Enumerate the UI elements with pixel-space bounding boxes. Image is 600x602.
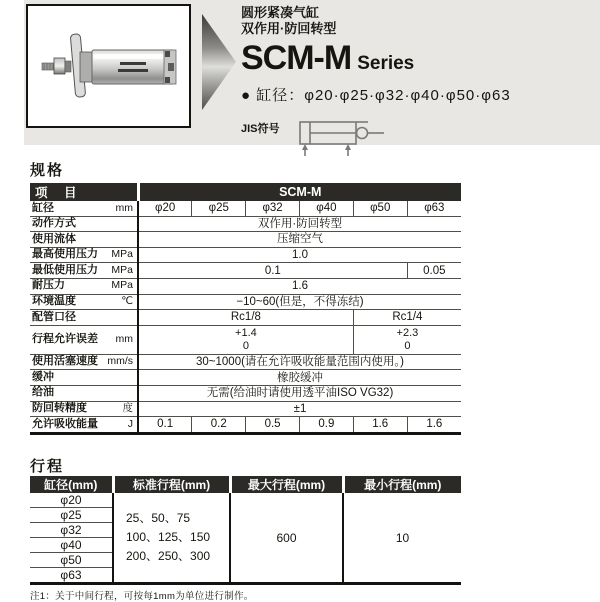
spec-value: 0.05 — [407, 263, 461, 279]
product-photo — [26, 4, 191, 128]
spec-value: +1.4 0 — [138, 325, 353, 354]
spec-value: Rc1/4 — [353, 310, 461, 326]
spec-header-item: 项 目 — [30, 183, 138, 201]
spec-value: φ32 — [246, 201, 300, 216]
spec-value: 无需(给油时请使用透平油ISO VG32) — [138, 385, 461, 401]
series-name: SCM-M — [241, 39, 352, 77]
jis-row — [241, 114, 597, 163]
spec-row — [30, 354, 461, 370]
series-title — [241, 39, 597, 78]
spec-row — [30, 294, 461, 310]
spec-item-label: 缓冲 — [30, 370, 138, 386]
spec-value: φ25 — [192, 201, 246, 216]
spec-row — [30, 370, 461, 386]
spec-item-label: 耐压力 MPa — [30, 278, 138, 294]
spec-item-label: 行程允许误差 mm — [30, 325, 138, 354]
stroke-row — [30, 493, 461, 508]
stroke-bore-value: φ50 — [30, 553, 113, 568]
spec-header-row — [30, 183, 461, 201]
standard-stroke-values: 25、50、75 100、125、150 200、250、300 — [113, 493, 230, 582]
spec-item-label: 允许吸收能量 J — [30, 417, 138, 434]
product-type-line2: 双作用·防回转型 — [241, 21, 337, 36]
title-block — [241, 5, 597, 163]
spec-value: 0.1 — [138, 417, 192, 434]
stroke-table — [30, 476, 461, 582]
spec-item-label: 给油 — [30, 385, 138, 401]
spec-item-label: 缸径 mm — [30, 201, 138, 216]
spec-value: 1.6 — [353, 417, 407, 434]
series-suffix: Series — [357, 53, 415, 74]
stroke-bore-value: φ40 — [30, 538, 113, 553]
jis-symbol-icon — [292, 114, 396, 163]
stroke-header-row — [30, 476, 461, 493]
spec-row — [30, 263, 461, 279]
spec-row — [30, 247, 461, 263]
spec-value: 0.1 — [138, 263, 407, 279]
max-stroke-value: 600 — [230, 493, 343, 582]
spec-row — [30, 417, 461, 434]
stroke-bore-value: φ25 — [30, 508, 113, 523]
spec-header-series: SCM-M — [138, 183, 461, 201]
spec-value: φ20 — [138, 201, 192, 216]
spec-item-label: 最高使用压力 MPa — [30, 247, 138, 263]
stroke-bore-value: φ20 — [30, 493, 113, 508]
spec-value: −10~60(但是，不得冻结) — [138, 294, 461, 310]
spec-value: φ50 — [353, 201, 407, 216]
bore-sizes-line: ● 缸径：φ20·φ25·φ32·φ40·φ50·φ63 — [241, 87, 511, 104]
spec-item-label: 使用活塞速度 mm/s — [30, 354, 138, 370]
spec-item-label: 配管口径 — [30, 310, 138, 326]
spec-row — [30, 278, 461, 294]
cylinder-illustration — [28, 6, 189, 126]
stroke-header-max: 最大行程(mm) — [230, 476, 343, 493]
stroke-table-wrap — [30, 476, 461, 585]
spec-item-label: 防回转精度 度 — [30, 401, 138, 417]
min-stroke-value: 10 — [395, 530, 410, 545]
stroke-bore-value: φ32 — [30, 523, 113, 538]
spec-value: 双作用·防回转型 — [138, 216, 461, 232]
spec-value: 0.5 — [246, 417, 300, 434]
jis-label: JIS符号 — [241, 123, 280, 135]
product-type-line1: 圆形紧凑气缸 — [241, 5, 320, 20]
spec-value: 橡胶缓冲 — [138, 370, 461, 386]
spec-item-label: 动作方式 — [30, 216, 138, 232]
spec-row — [30, 232, 461, 248]
spec-row — [30, 310, 461, 326]
spec-value: φ63 — [407, 201, 461, 216]
arrow-icon — [202, 12, 238, 117]
spec-item-label: 使用流体 — [30, 232, 138, 248]
spec-value: ±1 — [138, 401, 461, 417]
stroke-header-bore: 缸径(mm) — [30, 476, 113, 493]
spec-value: +2.3 0 — [353, 325, 461, 354]
spec-item-label: 最低使用压力 MPa — [30, 263, 138, 279]
spec-value: 压缩空气 — [138, 232, 461, 248]
spec-row — [30, 216, 461, 232]
spec-value: 0.2 — [192, 417, 246, 434]
spec-value: 1.6 — [138, 278, 461, 294]
stroke-section-heading: 行程 — [30, 458, 65, 475]
footnote: 注1：关于中间行程，可按每1mm为单位进行制作。 — [30, 591, 254, 602]
spec-row — [30, 325, 461, 354]
spec-value: 1.0 — [138, 247, 461, 263]
stroke-header-min: 最小行程(mm) — [343, 476, 461, 493]
spec-value: 0.9 — [299, 417, 353, 434]
spec-value: Rc1/8 — [138, 310, 353, 326]
stroke-header-standard: 标准行程(mm) — [113, 476, 230, 493]
spec-row — [30, 385, 461, 401]
spec-section-heading: 规格 — [30, 162, 65, 179]
spec-value: 1.6 — [407, 417, 461, 434]
spec-row — [30, 401, 461, 417]
spec-row — [30, 201, 461, 216]
spec-table — [30, 183, 461, 435]
stroke-bore-value: φ63 — [60, 568, 82, 582]
spec-item-label: 环境温度 ℃ — [30, 294, 138, 310]
spec-value: 30~1000(请在允许吸收能量范围内使用。) — [138, 354, 461, 370]
spec-value: φ40 — [299, 201, 353, 216]
